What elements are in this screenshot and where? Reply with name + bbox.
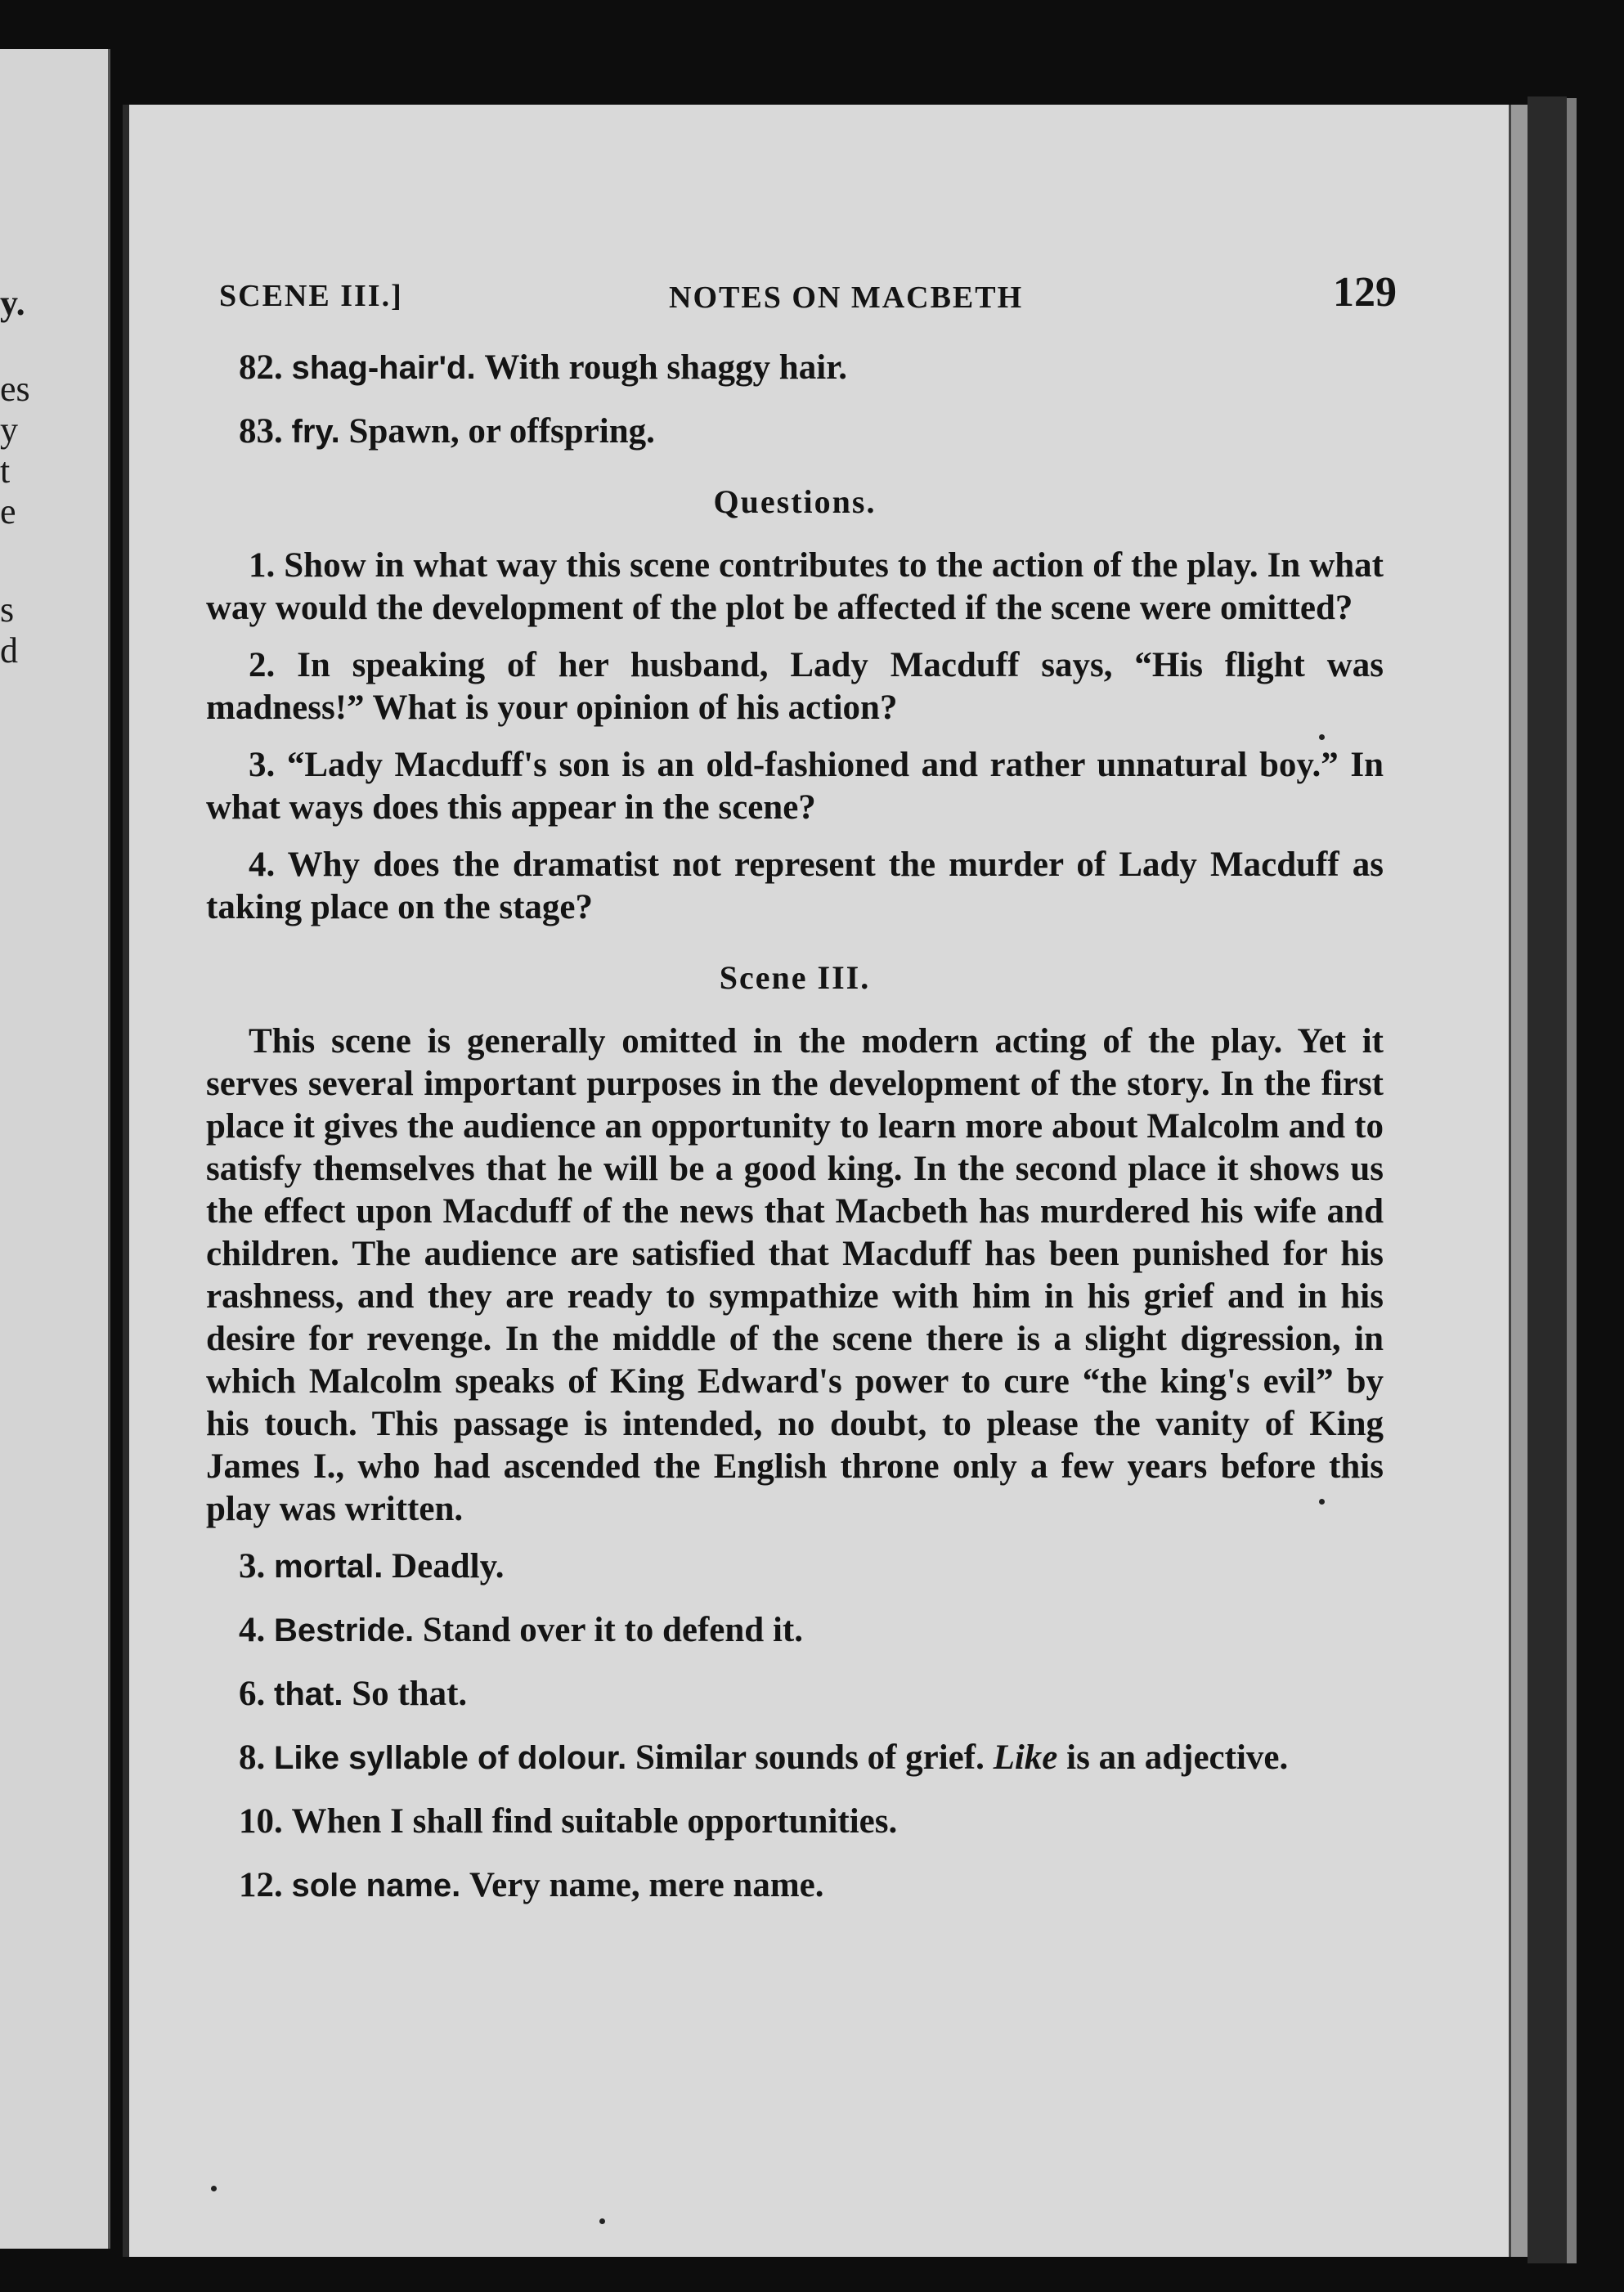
note-number: 83. bbox=[239, 412, 283, 451]
note-entry bbox=[206, 410, 1384, 453]
speck bbox=[1319, 1499, 1325, 1505]
facing-page-fragment: t bbox=[0, 451, 11, 491]
speck bbox=[1319, 734, 1325, 740]
note-gloss-tail: is an adjective. bbox=[1057, 1738, 1289, 1777]
scene-heading: Scene III. bbox=[719, 959, 871, 996]
facing-page-fragment: y. bbox=[0, 283, 25, 323]
scene-reference: SCENE III.] bbox=[219, 279, 403, 313]
binding-shadow bbox=[1528, 96, 1567, 2263]
note-lemma: fry. bbox=[291, 414, 340, 450]
question-4: 4. Why does the dramatist not represent the murder of Lady Macduff as taking place on the stage? bbox=[206, 845, 1384, 926]
note-lemma: that. bbox=[274, 1676, 343, 1712]
page-body bbox=[206, 347, 1384, 1928]
note-lemma: shag-hair'd. bbox=[291, 350, 476, 386]
note-gloss: When I shall find suitable opportunities. bbox=[291, 1802, 898, 1841]
question-2: 2. In speaking of her husband, Lady Macduff says, “His flight was madness!” What is your opinion of his action? bbox=[206, 646, 1384, 727]
speck bbox=[599, 2218, 605, 2224]
note-entry bbox=[206, 1864, 1384, 1907]
note-entry bbox=[206, 1545, 1384, 1588]
questions-heading: Questions. bbox=[713, 483, 877, 520]
note-entry bbox=[206, 1673, 1384, 1716]
page-header bbox=[219, 268, 1397, 334]
note-gloss: Deadly. bbox=[392, 1547, 505, 1586]
note-lemma: sole name. bbox=[291, 1868, 461, 1904]
note-gloss: Stand over it to defend it. bbox=[422, 1611, 803, 1649]
note-number: 10. bbox=[239, 1802, 283, 1841]
facing-page-fragment: e bbox=[0, 491, 16, 532]
facing-page-fragment: y bbox=[0, 410, 18, 450]
note-number: 8. bbox=[239, 1738, 266, 1777]
question-3: 3. “Lady Macduff's son is an old-fashioned and rather unnatural boy.” In what ways does this appear in the scene? bbox=[206, 746, 1384, 827]
facing-page bbox=[0, 49, 110, 2249]
note-lemma: Bestride. bbox=[274, 1612, 415, 1648]
running-title: NOTES ON MACBETH bbox=[669, 280, 1024, 315]
note-entry bbox=[206, 1737, 1384, 1779]
note-gloss: Similar sounds of grief. bbox=[635, 1738, 985, 1777]
note-number: 6. bbox=[239, 1675, 266, 1713]
note-gloss: Very name, mere name. bbox=[469, 1866, 824, 1904]
note-entry bbox=[206, 347, 1384, 389]
facing-page-fragment: d bbox=[0, 630, 18, 671]
speck bbox=[211, 2186, 217, 2191]
page-number: 129 bbox=[1333, 269, 1397, 316]
note-entry bbox=[206, 1609, 1384, 1652]
facing-page-fragment: s bbox=[0, 590, 15, 630]
note-number: 12. bbox=[239, 1866, 283, 1904]
page-edge-outer bbox=[1567, 98, 1577, 2263]
note-number: 82. bbox=[239, 348, 283, 387]
note-gloss: Spawn, or offspring. bbox=[348, 412, 655, 451]
note-number: 4. bbox=[239, 1611, 266, 1649]
facing-page-fragment: es bbox=[0, 369, 30, 409]
note-gloss: With rough shaggy hair. bbox=[484, 348, 848, 387]
book-page bbox=[123, 105, 1515, 2257]
note-italic-word: Like bbox=[993, 1738, 1058, 1777]
note-entry bbox=[206, 1801, 1384, 1843]
note-lemma: mortal. bbox=[274, 1549, 384, 1585]
scene-commentary: This scene is generally omitted in the modern acting of the play. Yet it serves several important purposes in the development of the story. In the first place it gives the audience an opportunity to learn more about Malcolm and to satisfy themselves that he will be a good king. In the second place it shows us the effect upon Macduff of the news that Macbeth has murdered his wife and children. The audience are satisfied that Macduff has been punished for his rashness, and they are ready to sympathize with him in his grief and in his desire for revenge. In the middle of the scene there is a slight digression, in which Malcolm speaks of King Edward's power to cure “the king's evil” by his touch. This passage is intended, no doubt, to please the vanity of King James I., who had ascended the English throne only a few years before this play was written. bbox=[206, 1022, 1384, 1528]
note-lemma: Like syllable of dolour. bbox=[274, 1740, 627, 1776]
note-number: 3. bbox=[239, 1547, 266, 1586]
question-1: 1. Show in what way this scene contributes to the action of the play. In what way would the development of the plot be affected if the scene were omitted? bbox=[206, 546, 1384, 627]
note-gloss: So that. bbox=[352, 1675, 468, 1713]
